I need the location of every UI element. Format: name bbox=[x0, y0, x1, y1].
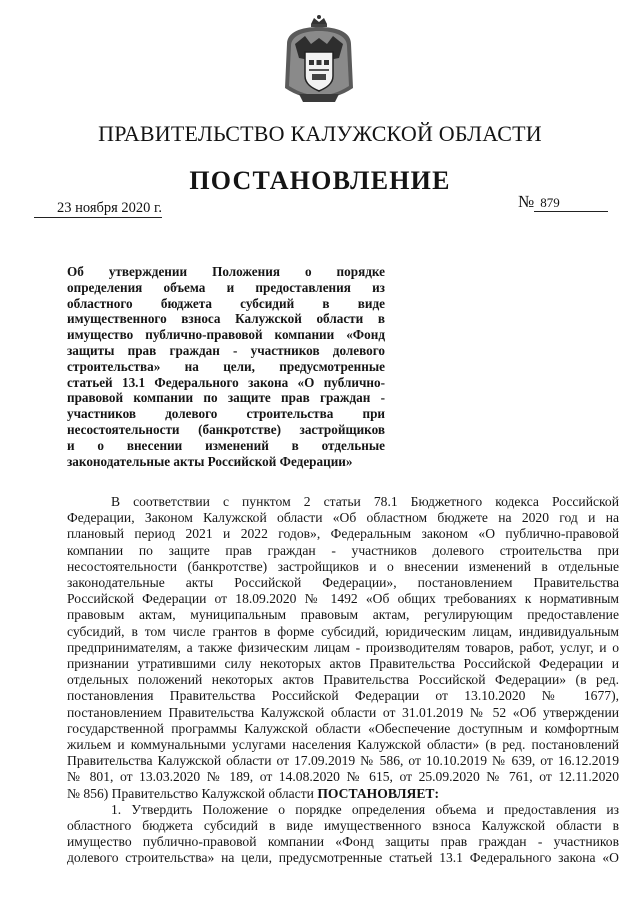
subject-line: защиты прав граждан - участников долевого bbox=[67, 342, 385, 358]
subject-line: участников долевого строительства при bbox=[67, 406, 385, 422]
body-line: областного бюджета субсидий в виде имущественного взноса Калужской области в bbox=[67, 818, 619, 834]
body-line: Федерации, Законом Калужской области «Об областном бюджете на 2020 год и на bbox=[67, 510, 619, 526]
body-line: субсидий, в том числе грантов в форме субсидий, юридическим лицам, индивидуальным bbox=[67, 623, 619, 639]
subject-line: статьей 13.1 Федерального закона «О публично- bbox=[67, 374, 385, 390]
body-line: постановления Правительства Российской Федерации от 13.10.2020 № 1677), bbox=[67, 688, 619, 704]
subject-line: строительства» на цели, предусмотренные bbox=[67, 358, 385, 374]
coat-of-arms-emblem bbox=[281, 14, 357, 106]
number-sign: № bbox=[518, 192, 535, 211]
body-line: законодательные акты Российской Федерации», постановлением Правительства bbox=[67, 575, 619, 591]
body-line: № 856) Правительство Калужской области bbox=[67, 785, 314, 801]
document-body bbox=[67, 494, 619, 867]
document-type-title: ПОСТАНОВЛЕНИЕ bbox=[189, 166, 451, 195]
body-line: Российской Федерации от 18.09.2020 № 1492 «Об общих требованиях к нормативным bbox=[67, 591, 619, 607]
subject-line: законодательные акты Российской Федерации» bbox=[67, 453, 353, 469]
subject-line: имущественного взноса Калужской области в bbox=[67, 311, 385, 327]
body-line: компании по защите прав граждан - участников долевого строительства при bbox=[67, 542, 619, 558]
body-line-resolves bbox=[67, 786, 619, 802]
body-line: правовым актам, муниципальным правовым актам, регулирующим предоставление bbox=[67, 607, 619, 623]
government-title: ПРАВИТЕЛЬСТВО КАЛУЖСКОЙ ОБЛАСТИ bbox=[98, 121, 542, 146]
subject-line: Об утверждении Положения о порядке bbox=[67, 264, 385, 279]
body-line: государственной программы Калужской области «Обеспечение доступным и комфортным bbox=[67, 720, 619, 736]
document-subject bbox=[67, 264, 385, 469]
body-line: постановлением Правительства Калужской области от 31.01.2019 № 52 «Об утверждении bbox=[67, 704, 619, 720]
document-number: 879 bbox=[534, 195, 608, 212]
document-number-block bbox=[518, 192, 608, 212]
body-line: несостоятельности (банкротстве) застройщиков и о внесении изменений в отдельные bbox=[67, 558, 619, 574]
subject-line: и о внесении изменений в отдельные bbox=[67, 437, 385, 453]
document-date: 23 ноября 2020 г. bbox=[34, 200, 162, 218]
body-line: плановый период 2021 и 2022 годов», Федеральным законом «О публично-правовой bbox=[67, 526, 619, 542]
subject-line: определения объема и предоставления из bbox=[67, 279, 385, 295]
subject-line: правовой компании по защите прав граждан - bbox=[67, 390, 385, 406]
resolves-word: ПОСТАНОВЛЯЕТ: bbox=[317, 785, 439, 801]
subject-line: несостоятельности (банкротстве) застройщиков bbox=[67, 421, 385, 437]
body-line: имущество публично-правовой компании «Фонд защиты прав граждан - участников bbox=[67, 834, 619, 850]
body-line: отдельных положений некоторых актов Правительства Российской Федерации» (в ред. bbox=[67, 672, 619, 688]
body-line: № 801, от 13.03.2020 № 189, от 14.08.2020 № 615, от 25.09.2020 № 761, от 12.11.2020 bbox=[67, 769, 619, 785]
body-line: Правительства Калужской области от 17.09.2019 № 586, от 10.10.2019 № 639, от 16.12.2019 bbox=[67, 753, 619, 769]
body-line: В соответствии с пунктом 2 статьи 78.1 Бюджетного кодекса Российской bbox=[111, 494, 619, 509]
body-line: предпринимателям, а также физическим лицам - производителям товаров, работ, услуг, и о bbox=[67, 639, 619, 655]
subject-line: имущество публично-правовой компании «Фонд bbox=[67, 327, 385, 343]
body-line: жильем и коммунальными услугами населения Калужской области» (в ред. постановлений bbox=[67, 737, 619, 753]
body-line: признании утратившими силу некоторых актов Правительства Российской Федерации и bbox=[67, 656, 619, 672]
subject-line: областного бюджета субсидий в виде bbox=[67, 295, 385, 311]
body-line: долевого строительства» на цели, предусмотренные статьей 13.1 Федерального закона «О bbox=[67, 850, 619, 866]
body-line: 1. Утвердить Положение о порядке определения объема и предоставления из bbox=[111, 801, 619, 817]
